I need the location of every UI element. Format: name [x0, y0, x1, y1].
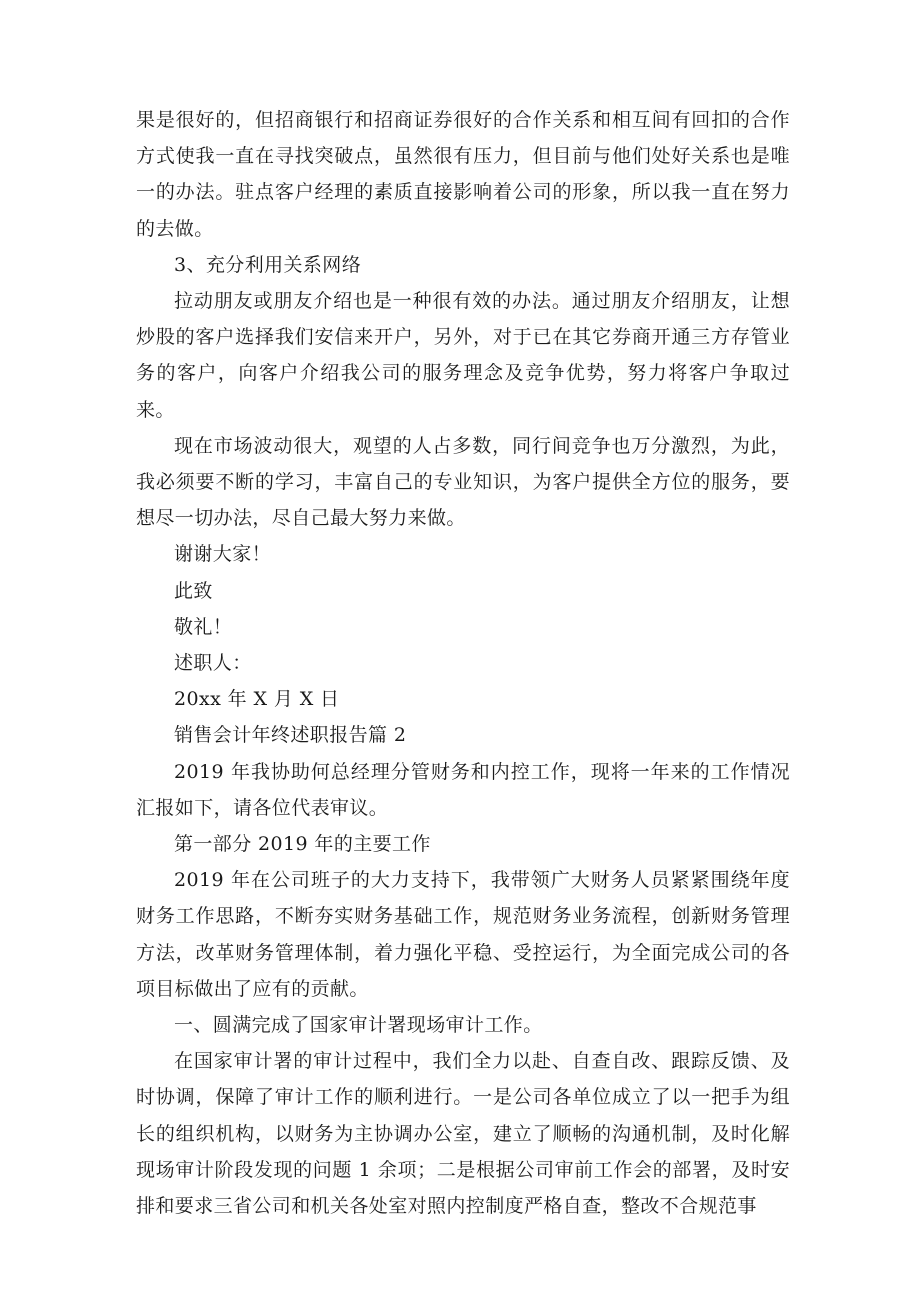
paragraph: 2019 年我协助何总经理分管财务和内控工作，现将一年来的工作情况汇报如下，请各位代表审议。 [136, 760, 790, 819]
article-title: 销售会计年终述职报告篇 2 [174, 724, 407, 747]
paragraph: 现在市场波动很大，观望的人占多数，同行间竞争也万分激烈，为此，我必须要不断的学习，丰富自己的专业知识，为客户提供全方位的服务，要想尽一切办法，尽自己最大努力来做。 [136, 434, 790, 530]
section-heading: 3、充分利用关系网络 [174, 253, 362, 276]
closing-salutation: 此致 [174, 579, 213, 602]
document-body [136, 102, 790, 1224]
paragraph: 在国家审计署的审计过程中，我们全力以赴、自查自改、跟踪反馈、及时协调，保障了审计工作的顺利进行。一是公司各单位成立了以一把手为组长的组织机构，以财务为主协调办公室，建立了顺畅的沟通机制，及时化解现场审计阶段发现的问题 1 余项；二是根据公司审前工作会的部署，及时安排和要求三省公司和机关各处室对照内控制度严格自查，整改不合规范事 [136, 1050, 790, 1218]
section-heading: 一、圆满完成了国家审计署现场审计工作。 [174, 1014, 543, 1037]
signature-date: 20xx 年 X 月 X 日 [174, 688, 340, 711]
signature-label: 述职人： [174, 652, 252, 675]
closing-regards: 敬礼！ [174, 615, 233, 638]
section-heading: 第一部分 2019 年的主要工作 [174, 833, 431, 856]
paragraph: 2019 年在公司班子的大力支持下，我带领广大财务人员紧紧围绕年度财务工作思路，不断夯实财务基础工作，规范财务业务流程，创新财务管理方法，改革财务管理体制，着力强化平稳、受控运行，为全面完成公司的各项目标做出了应有的贡献。 [136, 869, 790, 1000]
paragraph: 果是很好的，但招商银行和招商证券很好的合作关系和相互间有回扣的合作方式使我一直在寻找突破点，虽然很有压力，但目前与他们处好关系也是唯一的办法。驻点客户经理的素质直接影响着公司的形象，所以我一直在努力的去做。 [136, 109, 790, 240]
paragraph: 拉动朋友或朋友介绍也是一种很有效的办法。通过朋友介绍朋友，让想炒股的客户选择我们安信来开户，另外，对于已在其它券商开通三方存管业务的客户，向客户介绍我公司的服务理念及竞争优势，努力将客户争取过来。 [136, 290, 790, 421]
closing-thanks: 谢谢大家！ [174, 543, 272, 566]
